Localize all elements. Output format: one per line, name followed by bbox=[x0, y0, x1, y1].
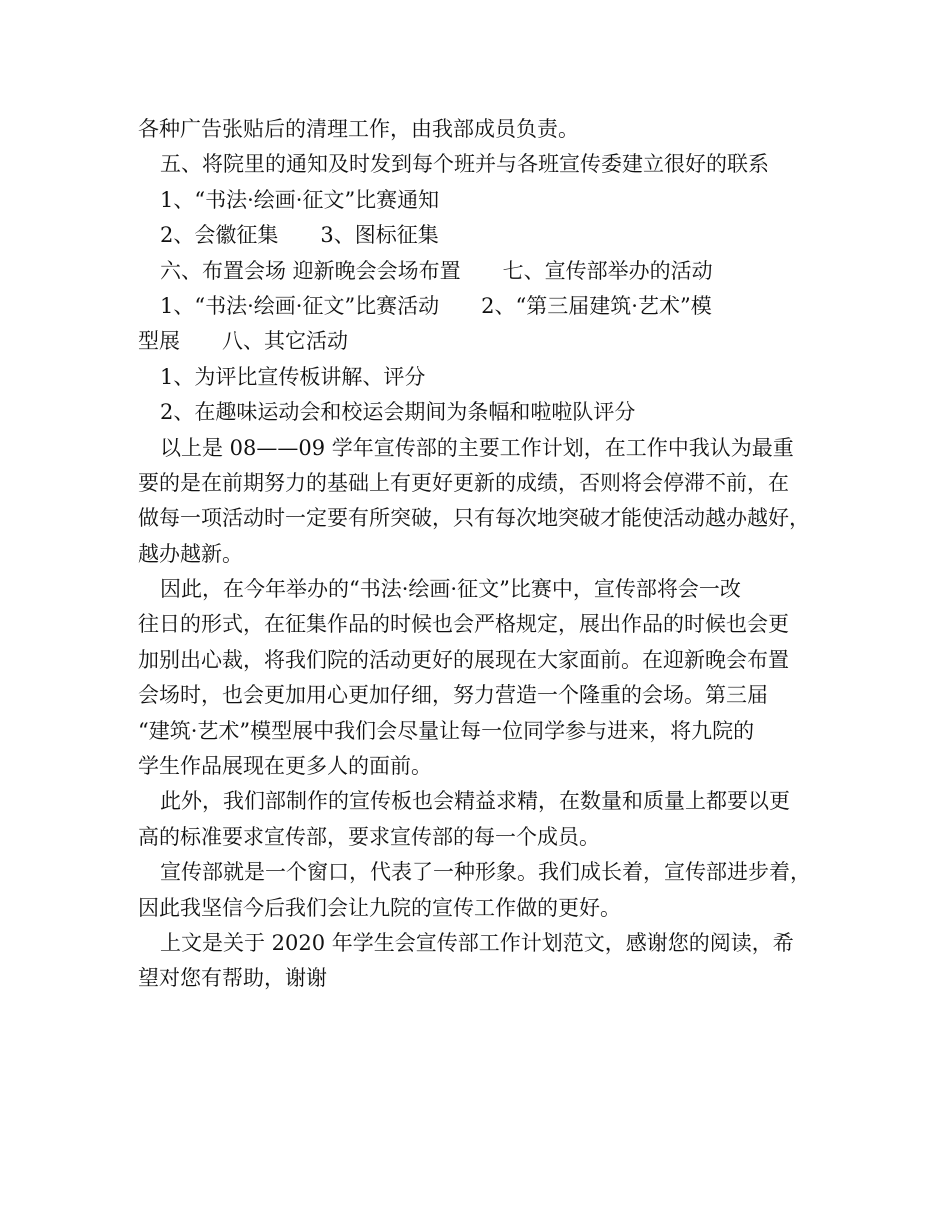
paragraph-line: 以上是 08——09 学年宣传部的主要工作计划，在工作中我认为最重 bbox=[160, 435, 794, 460]
paragraph-line: 会场时，也会更加用心更加仔细，努力营造一个隆重的会场。第三届 bbox=[138, 683, 768, 708]
section-heading: 六、布置会场 迎新晚会会场布置 七、宣传部举办的活动 bbox=[160, 258, 713, 283]
paragraph-line: 越办越新。 bbox=[138, 541, 243, 566]
list-item: 1、“书法·绘画·征文”比赛通知 bbox=[160, 187, 440, 212]
paragraph-line: 上文是关于 2020 年学生会宣传部工作计划范文，感谢您的阅读，希 bbox=[160, 930, 794, 955]
list-item: 1、“书法·绘画·征文”比赛活动 2、“第三届建筑·艺术”模 bbox=[160, 293, 712, 318]
paragraph-line: 做每一项活动时一定要有所突破，只有每次地突破才能使活动越办越好， bbox=[138, 506, 810, 531]
paragraph-line: 加别出心裁，将我们院的活动更好的展现在大家面前。在迎新晚会布置 bbox=[138, 647, 789, 672]
paragraph-line: 因此，在今年举办的“书法·绘画·征文”比赛中，宣传部将会一改 bbox=[160, 577, 741, 602]
paragraph-line: 高的标准要求宣传部，要求宣传部的每一个成员。 bbox=[138, 824, 600, 849]
list-item: 2、在趣味运动会和校运会期间为条幅和啦啦队评分 bbox=[160, 400, 636, 425]
paragraph-line: “建筑·艺术”模型展中我们会尽量让每一位同学参与进来，将九院的 bbox=[138, 718, 755, 743]
paragraph-line: 此外，我们部制作的宣传板也会精益求精，在数量和质量上都要以更 bbox=[160, 789, 790, 814]
list-item: 2、会徽征集 3、图标征集 bbox=[160, 223, 439, 248]
text-line: 型展 八、其它活动 bbox=[138, 329, 348, 354]
paragraph-line: 往日的形式，在征集作品的时候也会严格规定，展出作品的时候也会更 bbox=[138, 612, 789, 637]
section-heading: 五、将院里的通知及时发到每个班并与各班宣传委建立很好的联系 bbox=[160, 152, 769, 177]
paragraph-line: 宣传部就是一个窗口，代表了一种形象。我们成长着，宣传部进步着， bbox=[160, 860, 811, 885]
paragraph-line: 学生作品展现在更多人的面前。 bbox=[138, 754, 432, 779]
paragraph-line: 要的是在前期努力的基础上有更好更新的成绩，否则将会停滞不前，在 bbox=[138, 470, 789, 495]
text-line: 各种广告张贴后的清理工作，由我部成员负责。 bbox=[138, 117, 579, 141]
list-item: 1、为评比宣传板讲解、评分 bbox=[160, 364, 426, 389]
document-body bbox=[138, 112, 818, 997]
paragraph-line: 望对您有帮助，谢谢 bbox=[138, 966, 327, 991]
paragraph-line: 因此我坚信今后我们会让九院的宣传工作做的更好。 bbox=[138, 895, 621, 920]
